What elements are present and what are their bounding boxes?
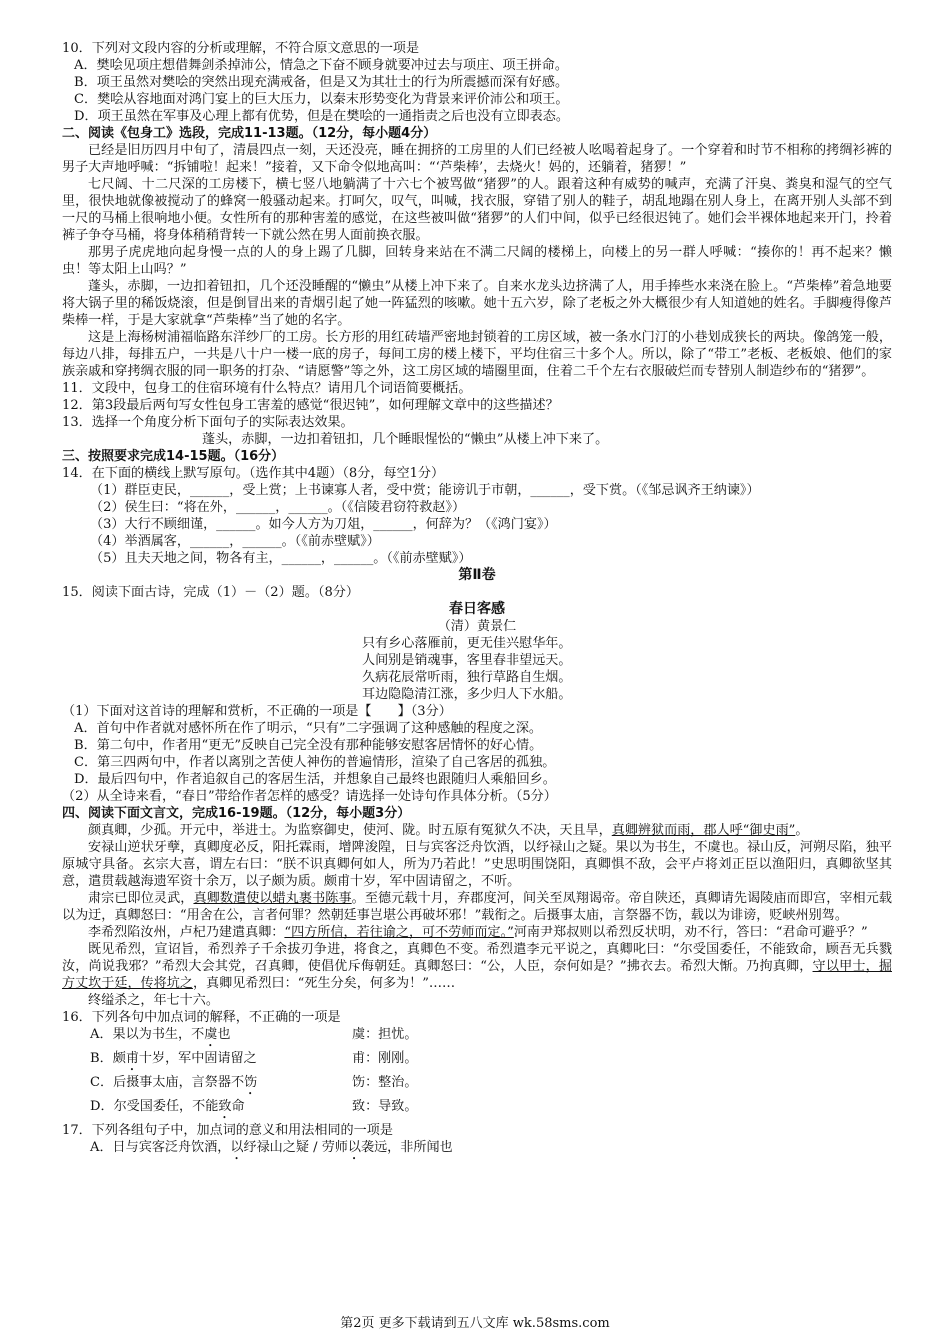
question-13-sentence: 蓬头，赤脚，一边扣着钮扣，几个睡眼惺忪的“懒虫”从楼上冲下来了。 <box>202 432 609 447</box>
question-16 <box>62 1009 892 1122</box>
definition: 甫：刚刚。 <box>352 1051 418 1066</box>
q14-item-1: （1）群臣吏民，______，受上赏；上书谏寡人者，受中赏；能谤讥于市朝，______，受下赏。（《邹忌讽齐王纳谏》） <box>90 483 760 498</box>
q10-option-a: A．樊哙见项庄想借舞剑杀掉沛公，情急之下奋不顾身就要冲过去与项庄、项王拼命。 <box>74 58 568 73</box>
text-span: D．尔受国委任，不能 <box>90 1099 219 1114</box>
passage-paragraph-3: 那男子虎虎地向起身慢一点的人的身上踢了几脚，回转身来站在不满二尺阔的楼梯上，向楼上的另一群人呼喊：“揍你的！再不起来？懒虫！等太阳上山吗？” <box>62 245 892 277</box>
dotted-word: 虞 <box>204 1027 218 1042</box>
q15-sub-1: （1）下面对这首诗的理解和赏析，不正确的一项是【 】（3分） <box>62 704 452 719</box>
question-13: 13．选择一个角度分析下面句子的实际表达效果。 <box>62 415 354 430</box>
passage-paragraph-5: 这是上海杨树浦福临路东洋纱厂的工房。长方形的用红砖墙严密地封锁着的工房区域，被一条水门汀的小巷划成狭长的两块。像鸽笼一般，每边八排，每排五户，一共是八十户一楼一底的房子，每间工房的楼上楼下，平均住宿三十多个人。所以，除了“带工”老板、老板娘、他们的家族亲戚和穿拷绸衣服的同一职务的打杂、“请愿警”等之外，这工房区域的墙圈里面，住着二千个左右衣服破烂而专替别人制造纱布的“猪猡”。 <box>62 330 892 379</box>
q17-stem: 17．下列各组句子中，加点词的意义和用法相同的一项是 <box>62 1123 393 1138</box>
passage-paragraph-2: 七尺阔、十二尺深的工房楼下，横七竖八地躺满了十六七个被骂做“猪猡”的人。跟着这种有威势的喊声，充满了汗臭、粪臭和湿气的空气里，很快地就像被搅动了的蜂窝一般骚动起来。打呵欠，叹气，叫喊，找衣服，穿错了别人的鞋子，胡乱地蹋在别人身上，在离开别人头部不到一尺的马桶上很响地小便。女性所有的那种害羞的感觉，在这些被叫做“猪猡”的人们中间，似乎已经很迟钝了。她们会半裸体地起来开门，拎着裤子争夺马桶，将身体稍稍背转一下就公然在男人面前换衣服。 <box>62 177 892 243</box>
q14-item-2: （2）侯生曰：“将在外，______，______。（《信陵君窃符救赵》） <box>90 500 466 515</box>
poem-line-2: 人间别是销魂事，客里春非望远天。 <box>362 653 572 668</box>
definition: 虞：担忧。 <box>352 1027 418 1042</box>
underlined-sentence: 真卿数遣使以蜡丸裹书陈事 <box>193 891 352 906</box>
dotted-word: 甫 <box>125 1051 139 1066</box>
q16-option-a <box>62 1026 892 1050</box>
poem-line-4: 耳边隐隐清江涨，多少归人下水船。 <box>362 687 572 702</box>
q15-option-c: C．第三四两句中，作者以离别之苦使人神伤的普遍情形，渲染了自己客居的孤独。 <box>74 755 556 770</box>
classical-paragraph-5 <box>62 941 892 992</box>
text-span: 袭远，非所闻也 <box>361 1140 453 1155</box>
underlined-sentence: “四方所信，若往谕之，可不劳师而定。” <box>284 925 514 940</box>
classical-paragraph-2: 安禄山逆状牙孽，真卿度必反，阳托霖雨，增陴浚隍，日与宾客泛舟饮酒，以纾禄山之疑。果以为书生，不虞也。禄山反，河朔尽陷，独平原城守具备。玄宗大喜，谓左右曰：“朕不识真卿何如人，所为乃若此！”史思明围饶阳，真卿惧不敌，会平卢将刘正臣以渔阳归，真卿欲坚其意，遣贯载越海遗军资十余万，以子颇为质。颇甫十岁，军中固请留之，不听。 <box>62 840 892 889</box>
passage-paragraph-4: 蓬头，赤脚，一边扣着钮扣，几个还没睡醒的“懒虫”从楼上冲下来了。自来水龙头边挤满了人，用手捧些水来浇在脸上。“芦柴棒”着急地要将大锅子里的稀饭烧滚，但是倒冒出来的青烟引起了她一阵猛烈的咳嗽。她十五六岁，除了老板之外大概很少有人知道她的姓名。手脚瘦得像芦柴棒一样，于是大家就拿“芦柴棒”当了她的名字。 <box>62 279 892 328</box>
dotted-word: 饬 <box>244 1075 258 1090</box>
text-span: 十岁，军中固请留之 <box>138 1051 257 1066</box>
section-3 <box>62 448 892 567</box>
text-span: 既见希烈，宣诏旨，希烈养子千余拔刃争进，将食之，真卿色不变。希烈遣李元平说之，真卿叱曰：“尔受国委任，不能致命，顾吾无兵戮汝，尚说我邪？”希烈大会其党，召真卿，使倡优斥侮朝廷。真卿怒曰：“公，人臣，奈何如是？”拂衣去。希烈大惭。乃拘真卿， <box>62 942 892 974</box>
text-span: 纾禄山之疑 / 劳师 <box>243 1140 348 1155</box>
question-17 <box>62 1122 892 1163</box>
text-span: 李希烈陷汝州，卢杞乃建遣真卿： <box>88 925 285 940</box>
q16-option-d <box>62 1098 892 1122</box>
q14-item-4: （4）举酒属客，______，______。（《前赤壁赋》） <box>90 534 380 549</box>
question-14: 14．在下面的横线上默写原句。（选作其中4题）（8分，每空1分） <box>62 466 445 481</box>
q14-item-5: （5）且夫天地之间，物各有主，______，______。（《前赤壁赋》） <box>90 551 472 566</box>
definition: 饬：整治。 <box>352 1075 418 1090</box>
q15-sub-2: （2）从全诗来看，“春日”带给作者怎样的感受？请选择一处诗句作具体分析。（5分） <box>62 789 557 804</box>
page-footer: 第2页 更多下载请到五八文库 wk.58sms.com <box>340 1316 610 1331</box>
dotted-word: 以 <box>230 1140 244 1155</box>
q15-option-a: A．首句中作者就对感怀所在作了明示，“只有”二字强调了这种感触的程度之深。 <box>74 721 543 736</box>
passage-paragraph-1: 已经是旧历四月中旬了，清晨四点一刻，天还没亮，睡在拥挤的工房里的人们已经被人吆喝着起身了。一个穿着和时节不相称的拷绸衫裤的男子大声地呼喊：“拆铺啦！起来！”接着，又下命令似地高叫：“‘芦柴棒’，去烧火！妈的，还躺着，猪猡！” <box>62 143 892 175</box>
question-11: 11．文段中，包身工的住宿环境有什么特点？请用几个词语简要概括。 <box>62 381 472 396</box>
text-span: A．日与宾客泛舟饮酒， <box>90 1140 231 1155</box>
classical-paragraph-3 <box>62 890 892 924</box>
dotted-word: 致 <box>218 1099 232 1114</box>
q14-item-3: （3）大行不顾细谨，______。如今人方为刀俎，______，何辞为？（《鸿门宴》） <box>90 517 557 532</box>
dotted-word: 以 <box>347 1140 361 1155</box>
classical-paragraph-6: 终缢杀之，年七十六。 <box>88 993 219 1008</box>
text-span: A．果以为书生，不 <box>90 1027 205 1042</box>
text-span: 颜真卿，少孤。开元中，举进士。为监察御史，使河、陇。时五原有冤狱久不决，天且旱， <box>88 823 612 838</box>
classical-paragraph-1 <box>62 822 892 839</box>
text-span: ，真卿见希烈曰：“死生分矣，何多为！”…… <box>192 976 456 991</box>
q15-option-b: B．第二句中，作者用“更无”反映自己完全没有那种能够安慰客居情怀的好心情。 <box>74 738 543 753</box>
section-4 <box>62 805 892 1009</box>
question-15 <box>62 584 892 805</box>
q16-stem: 16．下列各句中加点词的解释，不正确的一项是 <box>62 1010 341 1025</box>
text-span: 也 <box>217 1027 231 1042</box>
q17-option-a <box>62 1139 892 1163</box>
poem-author: （清）黄景仁 <box>437 619 517 634</box>
text-span: 肃宗已即位灵武， <box>88 891 194 906</box>
q10-option-b: B．项王虽然对樊哙的突然出现充满戒备，但是又为其壮士的行为所震撼而深有好感。 <box>74 75 569 90</box>
text-span: 河南尹郑叔则以希烈反状明，劝不行，答曰：“君命可避乎？” <box>513 925 868 940</box>
definition: 致：导致。 <box>352 1099 418 1114</box>
q15-option-d: D．最后四句中，作者追叙自己的客居生活，并想象自己最终也跟随归人乘船回乡。 <box>74 772 556 787</box>
text-span: 。 <box>795 823 809 838</box>
text-span: 命 <box>231 1099 245 1114</box>
poem-title: 春日客感 <box>449 601 505 617</box>
q16-option-c <box>62 1074 892 1098</box>
underlined-sentence: 真卿辨狱而雨，郡人呼“御史雨” <box>611 823 796 838</box>
question-12: 12．第3段最后两句写女性包身工害羞的感觉“很迟钝”，如何理解文章中的这些描述？ <box>62 398 559 413</box>
q10-option-c: C．樊哙从容地面对鸿门宴上的巨大压力，以秦末形势变化为背景来评价沛公和项王。 <box>74 92 569 107</box>
question-10 <box>62 40 892 125</box>
classical-paragraph-4 <box>62 924 892 941</box>
section-2-heading: 二、阅读《包身工》选段，完成11-13题。（12分，每小题4分） <box>62 126 437 141</box>
section-3-heading: 三、按照要求完成14-15题。（16分） <box>62 449 285 464</box>
q15-stem: 15．阅读下面古诗，完成（1）－（2）题。（8分） <box>62 585 359 600</box>
volume-2-title: 第Ⅱ卷 <box>458 567 496 583</box>
poem-line-1: 只有乡心落雁前，更无佳兴慰华年。 <box>362 636 572 651</box>
q16-option-b <box>62 1050 892 1074</box>
section-2 <box>62 125 892 448</box>
q10-option-d: D．项王虽然在军事及心理上都有优势，但是在樊哙的一通指责之后也没有立即表态。 <box>74 109 569 124</box>
poem-line-3: 久病花辰常听雨，独行草路自生烟。 <box>362 670 572 685</box>
underlined-sentence: 守以甲士，掘方丈坎于廷，传将坑之 <box>62 959 892 991</box>
text-span: 。至德元载十月，弃郡度河，间关至凤翔谒帝。帝自陕还，真卿请先谒陵庙而即宫，宰相元载以为迂，真卿怒曰：“用舍在公，言者何罪？然朝廷事岂堪公再破坏邪！”载衔之。后摄事太庙，言祭器不饬，载以为诽谤，贬峡州别驾。 <box>62 891 893 923</box>
text-span: B．颇 <box>90 1051 126 1066</box>
section-4-heading: 四、阅读下面文言文，完成16-19题。（12分，每小题3分） <box>62 806 411 821</box>
text-span: C．后摄事太庙，言祭器不 <box>90 1075 245 1090</box>
q10-stem: 10．下列对文段内容的分析或理解，不符合原文意思的一项是 <box>62 41 420 56</box>
